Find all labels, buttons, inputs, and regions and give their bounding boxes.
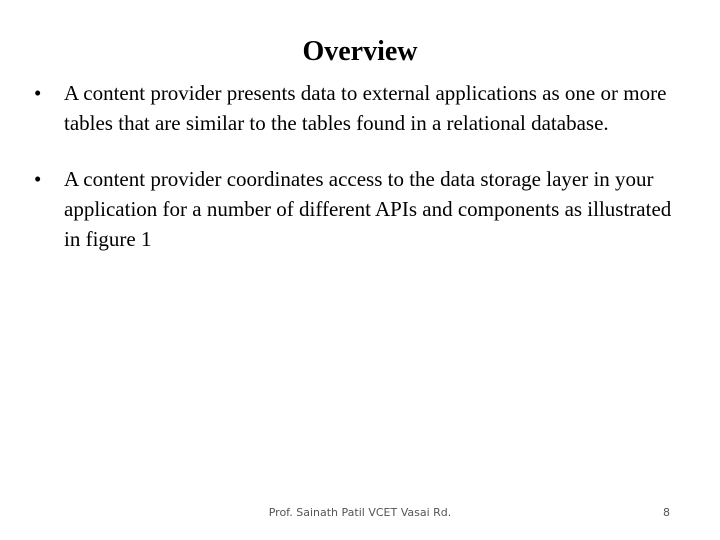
page-number: 8 [663,506,670,519]
slide-title: Overview [302,36,418,67]
bullet-icon: • [34,81,42,105]
bullet-icon: • [34,167,42,191]
bullet-list [34,78,684,280]
slide-footer: Prof. Sainath Patil VCET Vasai Rd. [268,506,452,519]
bullet-item [34,78,684,138]
bullet-item [34,164,684,254]
bullet-text: A content provider coordinates access to the data storage layer in your application for a number of different APIs and components as illustrated in figure 1 [64,167,672,251]
bullet-text: A content provider presents data to external applications as one or more tables that are similar to the tables found in a relational database. [64,81,667,135]
